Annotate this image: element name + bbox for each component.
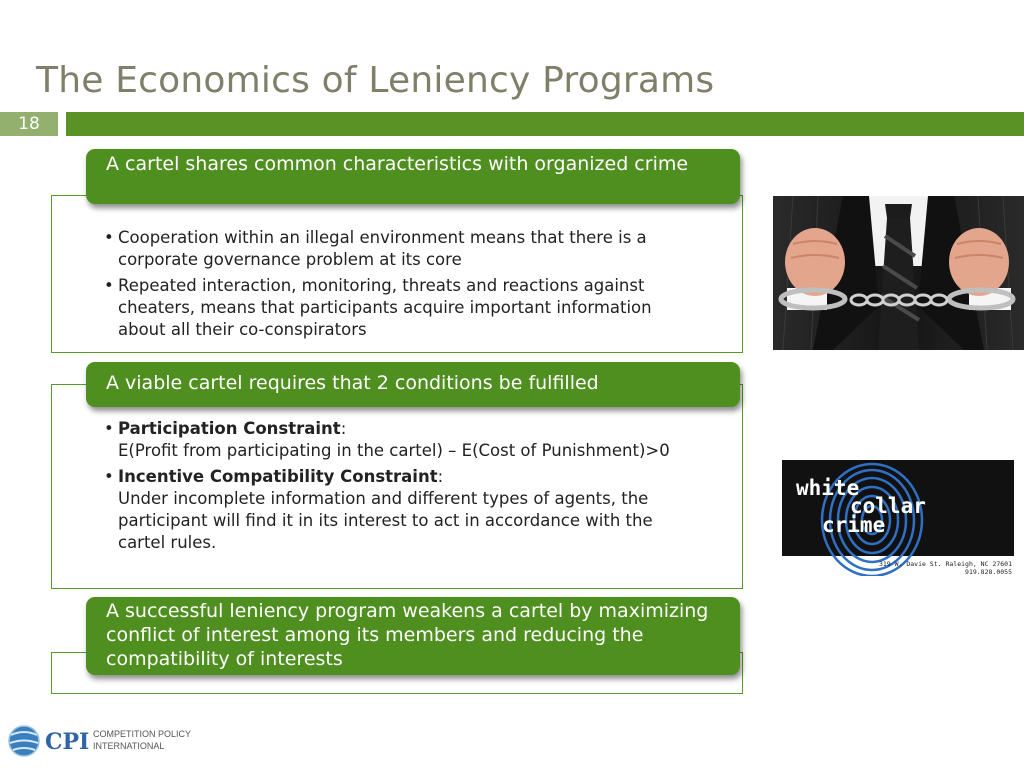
bullet-text: Repeated interaction, monitoring, threats and reactions against cheaters, means that participants acquire important information about all their co-conspirators (118, 276, 652, 339)
section-2-heading: A viable cartel requires that 2 conditions be fulfilled (86, 362, 740, 407)
section-3-heading: A successful leniency program weakens a cartel by maximizing conflict of interest among its members and reducing the compatibility of interests (86, 597, 740, 675)
logo-address: 319 W. Davie St. Raleigh, NC 27601 (878, 560, 1012, 568)
logo-text-collar: collar (850, 494, 926, 518)
bullet-term-colon: : (437, 467, 444, 486)
logo-phone: 919.828.0055 (965, 568, 1012, 576)
slide-number: 18 (0, 112, 58, 136)
bullet-item: • Cooperation within an illegal environment means that there is a corporate governance problem at its core (104, 228, 647, 269)
bullet-item: • Participation Constraint: E(Profit from participating in the cartel) – E(Cost of Punishment)>0 (104, 419, 670, 460)
handcuffs-photo (773, 196, 1024, 350)
cpi-name-line2: INTERNATIONAL (93, 741, 165, 751)
slide-title: The Economics of Leniency Programs (36, 60, 715, 101)
bullet-item: • Incentive Compatibility Constraint: Under incomplete information and different types of agents, the participant will find it in its interest to act in accordance with the cartel rules. (104, 467, 653, 552)
bullet-text: Cooperation within an illegal environment means that there is a corporate governance problem at its core (118, 228, 647, 269)
section-1-heading: A cartel shares common characteristics with organized crime (86, 149, 740, 204)
bullet-item: • Repeated interaction, monitoring, threats and reactions against cheaters, means that participants acquire important information about all their co-conspirators (104, 276, 652, 339)
cpi-logo (7, 721, 207, 765)
white-collar-crime-logo (780, 458, 1016, 576)
section-1-bullets (104, 227, 674, 345)
logo-text-white: white (796, 476, 860, 500)
bullet-text: E(Profit from participating in the cartel) – E(Cost of Punishment)>0 (118, 441, 670, 460)
section-2-bullets (104, 418, 674, 558)
logo-text-crime: crime (822, 513, 886, 537)
bullet-term-colon: : (340, 419, 347, 438)
title-rule-bar (66, 112, 1024, 136)
cpi-mark: CPI (45, 729, 90, 755)
bullet-bold-term: Participation Constraint (118, 419, 341, 438)
bullet-text: Under incomplete information and different types of agents, the participant will find it in its interest to act in accordance with the cartel rules. (118, 489, 653, 552)
bullet-bold-term: Incentive Compatibility Constraint (118, 467, 438, 486)
cpi-name-line1: COMPETITION POLICY (93, 729, 192, 739)
